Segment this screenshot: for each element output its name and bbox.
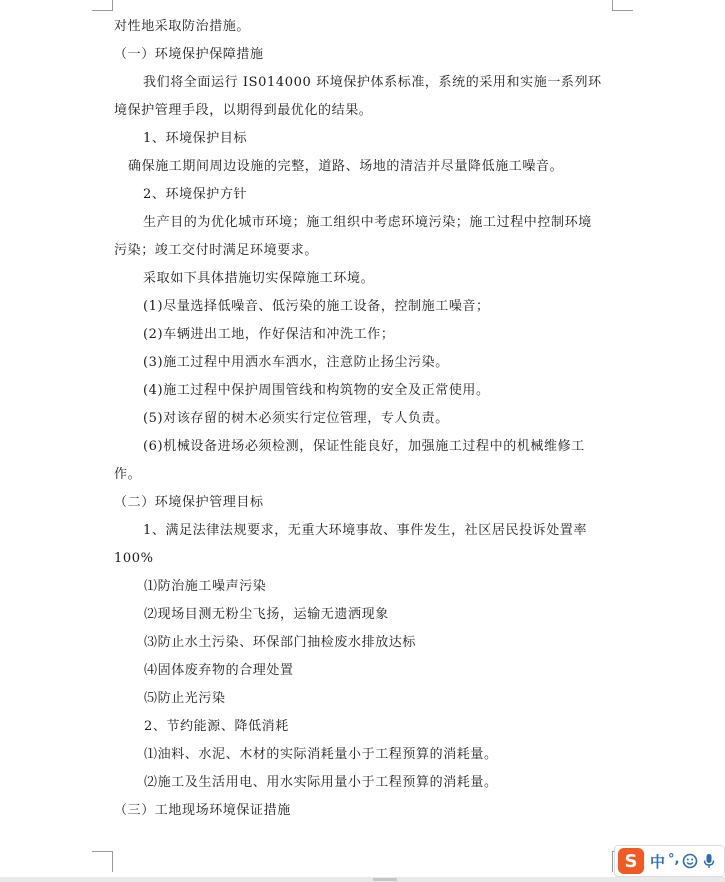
text-line: 境保护管理手段，以期得到最优化的结果。 <box>114 103 373 118</box>
text-line: 我们将全面运行 IS014000 环境保护体系标准，系统的采用和实施一系列环 <box>143 75 602 90</box>
list-item: ⑶防止水土污染、环保部门抽检废水排放达标 <box>144 635 417 650</box>
ime-toolbar[interactable] <box>614 845 725 877</box>
list-item: (5)对该存留的树木必须实行定位管理，专人负责。 <box>143 411 449 426</box>
smiley-icon[interactable] <box>682 853 698 869</box>
text-line: 1、满足法律法规要求，无重大环境事故、事件发生，社区居民投诉处置率 <box>143 523 588 538</box>
text-line: 污染；竣工交付时满足环境要求。 <box>114 243 319 258</box>
ime-punctuation-toggle[interactable]: °, <box>668 851 680 867</box>
horizontal-scrollbar[interactable] <box>0 877 725 882</box>
text-line: 采取如下具体措施切实保障施工环境。 <box>143 271 375 286</box>
section-heading: （二）环境保护管理目标 <box>114 495 264 510</box>
list-item: (1)尽量选择低噪音、低污染的施工设备，控制施工噪音； <box>143 299 490 314</box>
ime-chinese-mode-toggle[interactable]: 中 <box>650 852 666 871</box>
list-item: ⑴防治施工噪声污染 <box>144 579 267 594</box>
text-line: 对性地采取防治措施。 <box>114 19 251 34</box>
list-item: (3)施工过程中用洒水车洒水，注意防止扬尘污染。 <box>143 355 449 370</box>
list-item: ⑵现场目测无粉尘飞扬，运输无遗洒现象 <box>144 607 389 622</box>
list-item: (2)车辆进出工地，作好保洁和冲洗工作； <box>143 327 395 342</box>
list-item: ⑴油料、水泥、木材的实际消耗量小于工程预算的消耗量。 <box>144 747 498 762</box>
section-heading: （一）环境保护保障措施 <box>114 47 264 62</box>
list-item: ⑸防止光污染 <box>144 691 226 706</box>
crop-mark-top-left <box>92 0 113 11</box>
subheading: 2、节约能源、降低消耗 <box>144 719 289 734</box>
list-item: (6)机械设备进场必须检测，保证性能良好，加强施工过程中的机械维修工 <box>143 439 585 454</box>
text-line: 确保施工期间周边设施的完整，道路、场地的清洁并尽量降低施工噪音。 <box>128 159 564 174</box>
crop-mark-bottom-left <box>92 851 113 872</box>
sogou-logo-icon[interactable]: S <box>618 848 644 874</box>
scrollbar-thumb[interactable] <box>373 878 397 881</box>
subheading: 2、环境保护方针 <box>143 187 248 202</box>
document-body[interactable] <box>114 13 614 825</box>
crop-mark-top-right <box>612 0 633 11</box>
text-line: 作。 <box>114 467 142 482</box>
subheading: 1、环境保护目标 <box>143 131 248 146</box>
text-line: 生产目的为优化城市环境；施工组织中考虑环境污染；施工过程中控制环境 <box>143 215 592 230</box>
list-item: ⑵施工及生活用电、用水实际用量小于工程预算的消耗量。 <box>144 775 498 790</box>
microphone-icon[interactable] <box>701 853 717 869</box>
text-line: 100% <box>114 551 154 566</box>
list-item: ⑷固体废弃物的合理处置 <box>144 663 294 678</box>
list-item: (4)施工过程中保护周围管线和构筑物的安全及正常使用。 <box>143 383 490 398</box>
section-heading: （三）工地现场环境保证措施 <box>114 803 291 818</box>
